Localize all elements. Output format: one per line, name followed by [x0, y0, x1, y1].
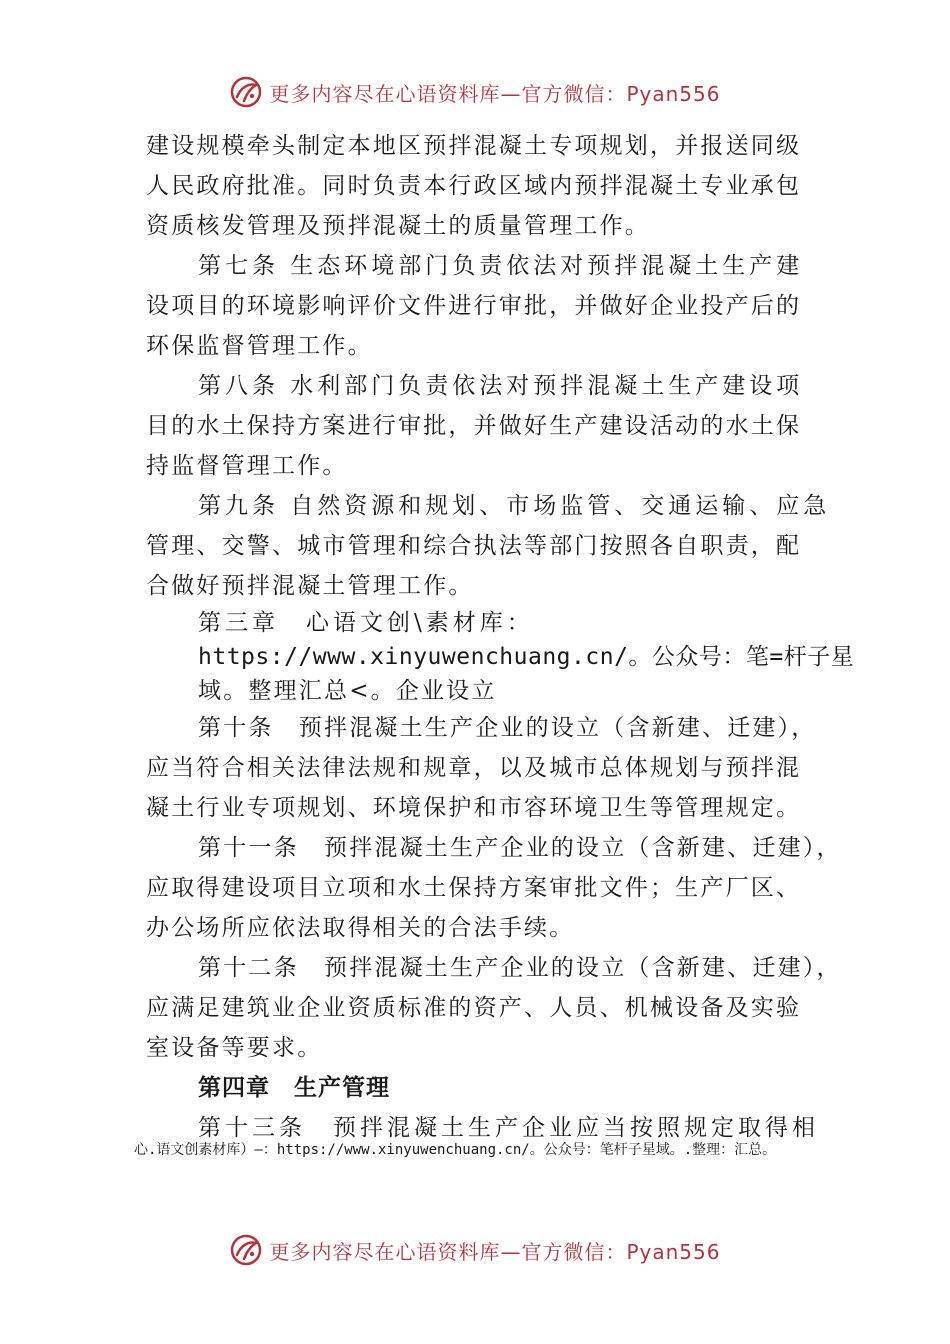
banner-text: 更多内容尽在心语资料库—官方微信：Pyan556 [269, 81, 721, 106]
banner-text: 更多内容尽在心语资料库—官方微信：Pyan556 [269, 1239, 721, 1264]
text-line: 目的水土保持方案进行审批，并做好生产建设活动的水土保 [146, 413, 802, 439]
article-11: 第十一条 预拌混凝土生产企业的设立（含新建、迁建）， [198, 835, 842, 861]
text-line: 应满足建筑业企业资质标准的资产、人员、机械设备及实验 [146, 995, 802, 1021]
xinyu-logo-icon [229, 1233, 263, 1267]
text-line: 办公场所应依法取得相关的合法手续。 [146, 915, 575, 941]
article-7: 第七条 生态环境部门负责依法对预拌混凝土生产建 [198, 253, 804, 279]
footer-banner [0, 1230, 950, 1270]
text-line: 持监督管理工作。 [146, 453, 348, 479]
text-line: 设项目的环境影响评价文件进行审批，并做好企业投产后的 [146, 293, 802, 319]
text-line: 室设备等要求。 [146, 1035, 323, 1061]
article-9: 第九条 自然资源和规划、市场监管、交通运输、应急 [198, 493, 831, 519]
text-line: 环保监督管理工作。 [146, 333, 373, 359]
url-line: https://www.xinyuwenchuang.cn/。公众号：笔=杆子星 [198, 644, 855, 670]
text-line: 合做好预拌混凝土管理工作。 [146, 573, 474, 599]
article-12: 第十二条 预拌混凝土生产企业的设立（含新建、迁建）， [198, 955, 842, 981]
text-line: 管理、交警、城市管理和综合执法等部门按照各自职责，配 [146, 533, 802, 559]
article-13: 第十三条 预拌混凝土生产企业应当按照规定取得相 [198, 1115, 819, 1141]
text-line: 域。整理汇总<。企业设立 [198, 678, 497, 704]
text-line: 应当符合相关法律法规和规章，以及城市总体规划与预拌混 [146, 755, 802, 781]
text-line: 人民政府批准。同时负责本行政区域内预拌混凝土专业承包 [146, 173, 802, 199]
document-body [146, 126, 855, 1148]
text-line: 资质核发管理及预拌混凝土的质量管理工作。 [146, 213, 650, 239]
text-line: 应取得建设项目立项和水土保持方案审批文件；生产厂区、 [146, 875, 802, 901]
footnote: 心.语文创素材库）—：https://www.xinyuwenchuang.cn/。公众号：笔杆子星域。.整理：汇总。 [134, 1142, 777, 1158]
text-line: 凝土行业专项规划、环境保护和市容环境卫生等管理规定。 [146, 795, 802, 821]
article-10: 第十条 预拌混凝土生产企业的设立（含新建、迁建）， [198, 715, 817, 741]
article-8: 第八条 水利部门负责依法对预拌混凝土生产建设项 [198, 373, 804, 399]
xinyu-logo-icon [229, 75, 263, 109]
header-banner [0, 72, 950, 112]
text-line: 建设规模牵头制定本地区预拌混凝土专项规划，并报送同级 [146, 133, 802, 159]
chapter-3-heading: 第三章 心语文创\素材库： [198, 610, 534, 636]
chapter-4-heading: 第四章 生产管理 [198, 1075, 390, 1101]
